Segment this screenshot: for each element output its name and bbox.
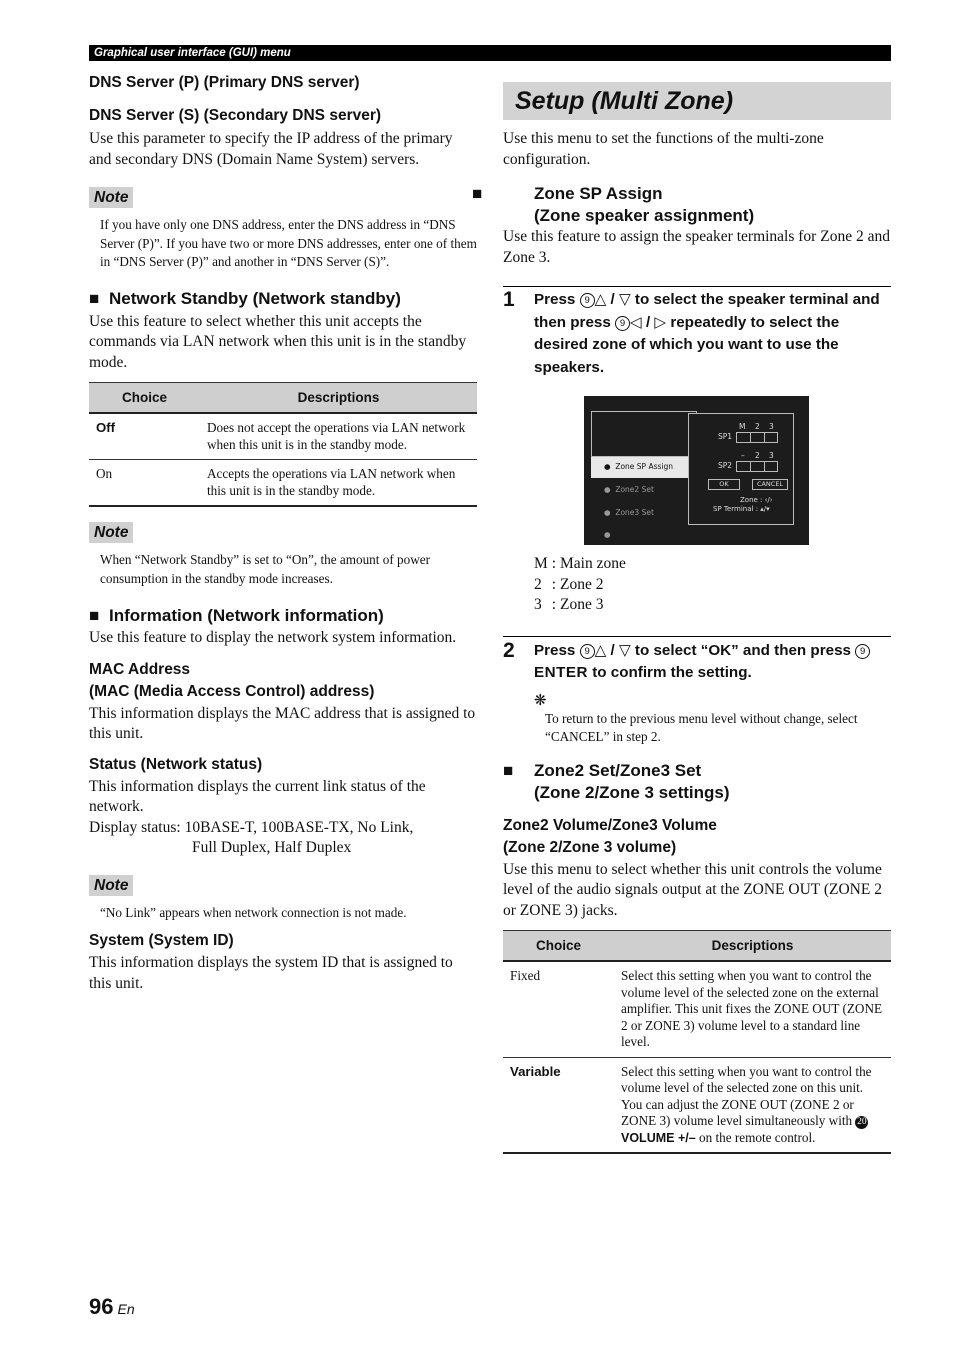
gui-divider (764, 462, 765, 471)
gui-col-header: M (739, 422, 746, 431)
step-2 (503, 640, 891, 685)
note-dns: If you have only one DNS address, enter the DNS address in “DNS Server (P)”. If you have two or more DNS addresses, enter one of them in “DNS Server (P)” and another in “DNS Server (S)”. (100, 217, 477, 269)
gui-col-header: – (741, 451, 745, 460)
note-label: Note (89, 522, 133, 543)
information-heading: ■ Information (Network information) (89, 606, 384, 625)
system-heading: System (System ID) (89, 932, 234, 949)
gui-col-header: 2 (755, 451, 760, 460)
network-standby-body: Use this feature to select whether this unit accepts the commands via LAN network when this unit is in the standby mode. (89, 312, 467, 371)
status-body: This information displays the current link status of the network. (89, 777, 426, 815)
square-bullet-icon: ■ (503, 760, 514, 780)
note-no-link: “No Link” appears when network connection is not made. (100, 904, 407, 920)
legend-item: 3 : Zone 3 (534, 596, 604, 613)
table-header-choice: Choice (89, 383, 200, 414)
status-display-line2: Full Duplex, Half Duplex (192, 839, 352, 856)
gui-sp1-label: SP1 (718, 432, 733, 441)
left-triangle-icon: ◁ (630, 313, 642, 331)
gui-ok-button: OK (708, 479, 740, 490)
gui-divider (764, 433, 765, 442)
description-cell: Select this setting when you want to control the volume level of the selected zone on this unit. You can adjust the ZONE OUT (ZONE 2 or ZONE 3) volume level simultaneously with 20VOLUME +/– on the remote control. (614, 1057, 891, 1153)
step-divider (503, 286, 891, 287)
zone-sp-assign-body: Use this feature to assign the speaker terminals for Zone 2 and Zone 3. (503, 228, 890, 266)
gui-divider (750, 433, 751, 442)
gui-menu-item: ● Zone SP Assign (604, 462, 674, 471)
square-bullet-icon: ■ (89, 288, 100, 308)
table-header-descriptions: Descriptions (200, 383, 477, 414)
step-divider (503, 636, 891, 637)
choice-cell: Off (89, 413, 200, 460)
zone-volume-table (503, 930, 891, 1154)
left-column (89, 72, 477, 994)
status-display-line1: Display status: 10BASE-T, 100BASE-TX, No Link, (89, 818, 414, 836)
step-1-text: Press 9 △ / ▽ to select the speaker terminal and then press 9 ◁ / ▷ repeatedly to select the desired zone of which you want to use the speakers. (534, 291, 880, 376)
key-9-icon: 9 (580, 644, 595, 659)
gui-sp2-label: SP2 (718, 461, 733, 470)
right-triangle-icon: ▷ (654, 313, 667, 331)
square-bullet-icon: ■ (89, 606, 100, 625)
note-label: Note (89, 187, 133, 208)
network-standby-table (89, 382, 477, 507)
table-row (503, 961, 891, 1057)
language-code: En (117, 1301, 135, 1317)
step-number: 2 (503, 638, 515, 662)
down-triangle-icon: ▽ (618, 641, 631, 659)
gui-menu-title-box (591, 411, 697, 457)
description-cell: Accepts the operations via LAN network when this unit is in the standby mode. (200, 460, 477, 507)
table-row (89, 413, 477, 460)
tip-text: To return to the previous menu level without change, select “CANCEL” in step 2. (545, 710, 858, 744)
description-cell: Select this setting when you want to control the volume level of the selected zone on the external amplifier. This unit fixes the ZONE OUT (ZONE 2 or ZONE 3) volume level to a standard line level. (614, 961, 891, 1057)
gui-col-header: 3 (769, 451, 774, 460)
gui-cancel-button: CANCEL (752, 479, 788, 490)
system-body: This information displays the system ID that is assigned to this unit. (89, 954, 453, 992)
gui-terminal-hint: SP Terminal : ▴/▾ (713, 505, 770, 513)
up-triangle-icon: △ (594, 291, 607, 308)
legend-item: M : Main zone (534, 555, 626, 572)
gui-menu-item: ● Zone2 Set (604, 485, 654, 494)
key-9-icon: 9 (855, 644, 870, 659)
table-header-descriptions: Descriptions (614, 931, 891, 962)
gui-sp2-boxes (736, 461, 778, 472)
right-column (472, 82, 891, 1154)
zone-legend (534, 554, 626, 616)
multizone-intro: Use this menu to set the functions of the multi-zone configuration. (503, 130, 824, 168)
tip-icon: ❋ (534, 692, 547, 709)
gui-col-header: 3 (769, 422, 774, 431)
dns-secondary-heading: DNS Server (S) (Secondary DNS server) (89, 107, 382, 124)
zone-sp-assign-heading: ■ Zone SP Assign (Zone speaker assignment) (472, 184, 755, 225)
step-number: 1 (503, 288, 515, 311)
gui-divider (750, 462, 751, 471)
key-9-icon: 9 (615, 316, 630, 331)
gui-menu-item: ● Zone3 Set (604, 508, 654, 517)
zone-set-heading: ■ Zone2 Set/Zone3 Set (Zone 2/Zone 3 settings) (503, 760, 730, 802)
legend-item: 2 : Zone 2 (534, 575, 604, 593)
network-standby-heading: ■ Network Standby (Network standby) (89, 288, 401, 308)
key-9-icon: 9 (580, 293, 595, 308)
down-triangle-icon: ▽ (618, 291, 631, 308)
zone-volume-subheading: (Zone 2/Zone 3 volume) (503, 838, 677, 856)
note-standby: When “Network Standby” is set to “On”, the amount of power consumption in the standby mode increases. (100, 552, 430, 586)
gui-sp1-boxes (736, 432, 778, 443)
gui-menu-dot: ● (604, 530, 611, 539)
up-triangle-icon: △ (594, 641, 607, 659)
page-number: 96 En (89, 1294, 135, 1319)
section-title-box (503, 82, 891, 120)
status-heading: Status (Network status) (89, 755, 263, 773)
dns-primary-heading: DNS Server (P) (Primary DNS server) (89, 74, 360, 91)
key-20-icon: 20 (857, 1117, 867, 1127)
square-bullet-icon: ■ (472, 184, 483, 203)
table-row (503, 1057, 891, 1153)
mac-heading: MAC Address (89, 660, 191, 678)
dns-body: Use this parameter to specify the IP address of the primary and secondary DNS (Domain Name System) servers. (89, 130, 453, 168)
mac-body: This information displays the MAC address that is assigned to this unit. (89, 704, 476, 742)
choice-cell: Fixed (503, 961, 614, 1057)
step-1 (503, 289, 891, 379)
step-2-text: Press 9 △ / ▽ to select “OK” and then press 9ENTER to confirm the setting. (503, 640, 891, 685)
table-row (89, 460, 477, 507)
zone-volume-body: Use this menu to select whether this unit controls the volume level of the audio signals output at the ZONE OUT (ZONE 2 or ZONE 3) jacks. (503, 860, 882, 919)
volume-key: VOLUME +/– (621, 1130, 696, 1145)
zone-volume-heading: Zone2 Volume/Zone3 Volume (503, 816, 717, 834)
note-label: Note (89, 875, 133, 896)
mac-subheading: (MAC (Media Access Control) address) (89, 682, 375, 700)
choice-cell: Variable (503, 1057, 614, 1153)
gui-zone-hint: Zone : ‹/› (740, 496, 773, 504)
information-body: Use this feature to display the network system information. (89, 629, 457, 646)
section-title: Setup (Multi Zone) (515, 87, 734, 115)
gui-col-header: 2 (755, 422, 760, 431)
enter-key: ENTER (534, 664, 588, 681)
description-cell: Does not accept the operations via LAN network when this unit is in the standby mode. (200, 413, 477, 460)
table-header-choice: Choice (503, 931, 614, 962)
zone-sp-assign-gui-screenshot (584, 396, 809, 545)
choice-cell: On (89, 460, 200, 507)
running-title: Graphical user interface (GUI) menu (94, 47, 291, 59)
